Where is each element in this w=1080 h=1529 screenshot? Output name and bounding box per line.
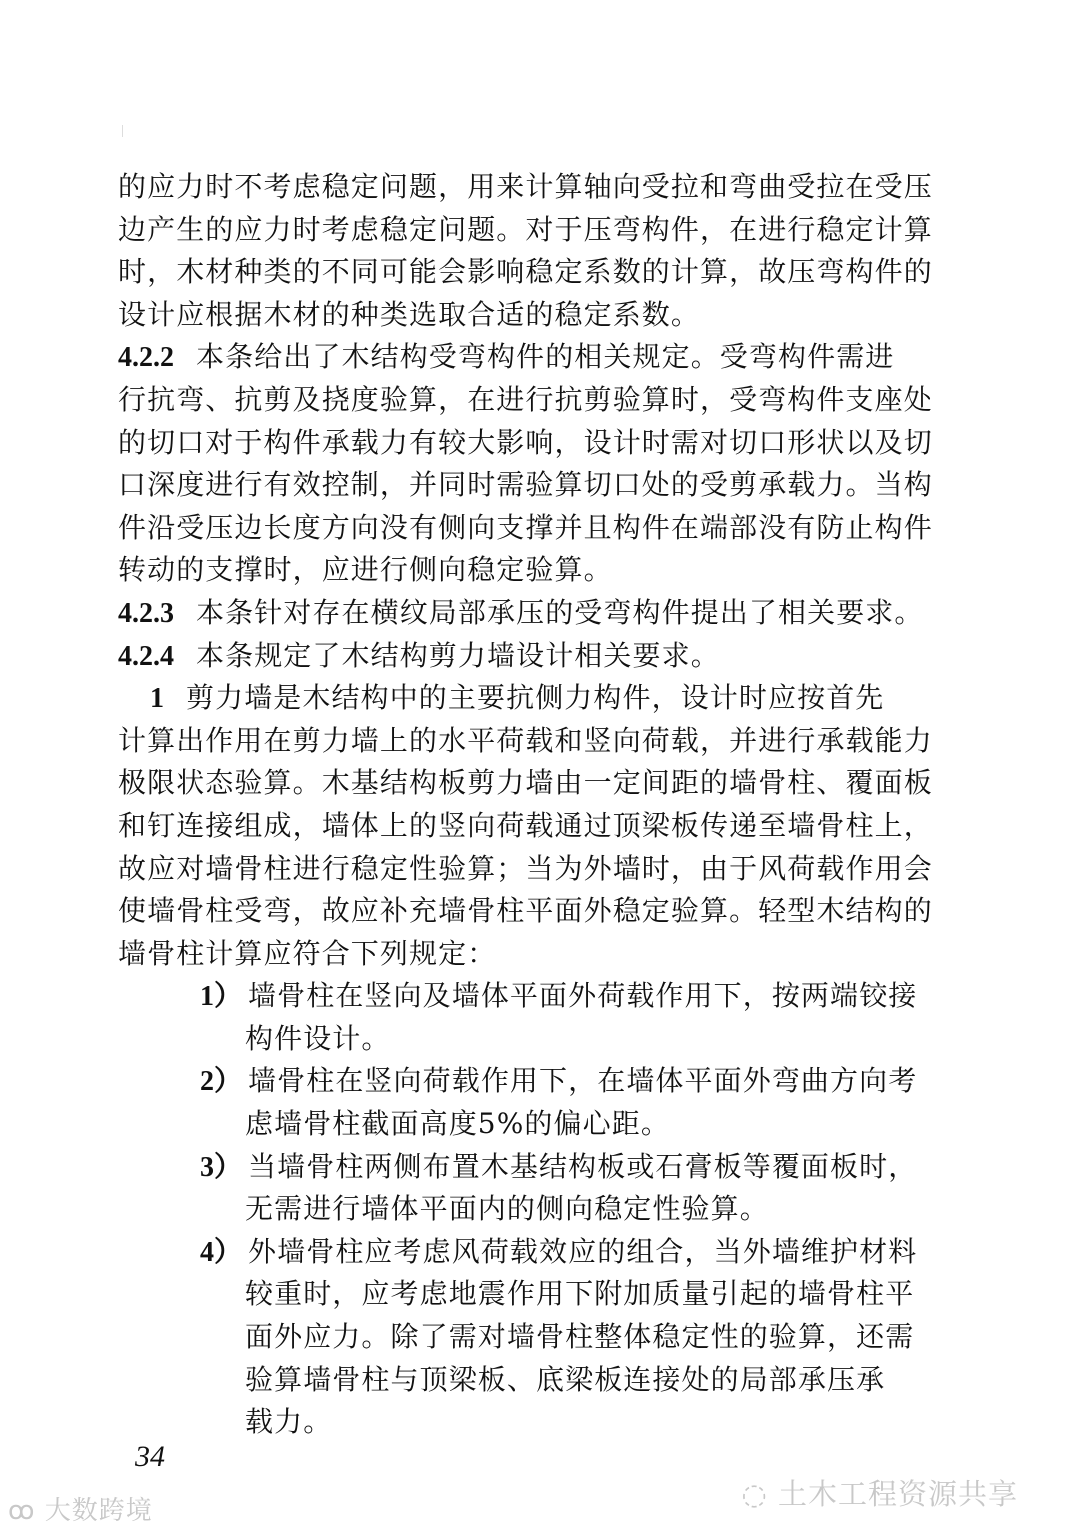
text-line [118, 975, 918, 1018]
line-text: 时，木材种类的不同可能会影响稳定系数的计算，故压弯构件的 [118, 255, 933, 289]
text-line [118, 805, 933, 848]
line-text: 本条规定了木结构剪力墙设计相关要求。 [196, 638, 720, 672]
brand-watermark: ꝏ 大数跨境 [8, 1496, 153, 1526]
line-text: 本条针对存在横纹局部承压的受弯构件提出了相关要求。 [196, 595, 924, 629]
line-text: 转动的支撑时，应进行侧向稳定验算。 [118, 553, 613, 587]
line-text: 验算墙骨柱与顶梁板、底梁板连接处的局部承压承 [245, 1362, 886, 1396]
line-text: 墙骨柱在竖向荷载作用下，在墙体平面外弯曲方向考 [248, 1064, 918, 1098]
text-line [118, 1146, 918, 1189]
text-line [118, 1401, 918, 1444]
line-text: 计算出作用在剪力墙上的水平荷载和竖向荷载，并进行承载能力 [118, 723, 933, 757]
text-line [118, 1273, 918, 1316]
text-line [118, 1359, 918, 1402]
text-line [118, 1231, 918, 1274]
text-line [118, 933, 918, 976]
line-text: 墙骨柱计算应符合下列规定： [118, 936, 497, 970]
line-text: 构件设计。 [245, 1021, 391, 1055]
line-text: 面外应力。除了需对墙骨柱整体稳定性的验算，还需 [245, 1320, 915, 1354]
line-text: 边产生的应力时考虑稳定问题。对于压弯构件，在进行稳定计算 [118, 212, 933, 246]
text-line [118, 336, 918, 379]
text-line [118, 635, 918, 678]
line-text: 虑墙骨柱截面高度5%的偏心距。 [245, 1107, 670, 1141]
text-line [118, 1316, 918, 1359]
text-line [118, 1188, 918, 1231]
clause-number: 4.2.3 [118, 597, 174, 629]
text-line [118, 890, 933, 933]
clause-number: 2） [200, 1066, 243, 1098]
text-line [118, 166, 933, 209]
text-line [118, 464, 933, 507]
wechat-watermark: ◌ 土木工程资源共享 [741, 1477, 1018, 1511]
wechat-icon: ◌ [741, 1477, 778, 1511]
text-line [118, 422, 933, 465]
line-text: 的切口对于构件承载力有较大影响，设计时需对切口形状以及切 [118, 425, 933, 459]
line-text: 口深度进行有效控制，并同时需验算切口处的受剪承载力。当构 [118, 468, 933, 502]
line-text: 墙骨柱在竖向及墙体平面外荷载作用下，按两端铰接 [248, 979, 918, 1013]
line-text: 较重时，应考虑地震作用下附加质量引起的墙骨柱平 [245, 1277, 915, 1311]
text-line [118, 677, 918, 720]
line-text: 使墙骨柱受弯，故应补充墙骨柱平面外稳定验算。轻型木结构的 [118, 894, 933, 928]
clause-number: 4.2.4 [118, 640, 174, 672]
text-line [118, 209, 933, 252]
page-number: 34 [135, 1440, 165, 1473]
text-line [118, 592, 924, 635]
text-line [118, 379, 933, 422]
clause-number: 4） [200, 1236, 243, 1268]
text-line [118, 549, 918, 592]
line-text: 载力。 [245, 1405, 333, 1439]
text-line [118, 1018, 918, 1061]
clause-number: 1） [200, 981, 243, 1013]
text-line [118, 294, 918, 337]
clause-number: 3） [200, 1151, 243, 1183]
text-line [118, 720, 933, 763]
text-line [118, 848, 933, 891]
clause-number: 1 [150, 683, 164, 715]
line-text: 行抗弯、抗剪及挠度验算，在进行抗剪验算时，受弯构件支座处 [118, 382, 933, 416]
line-text: 外墙骨柱应考虑风荷载效应的组合，当外墙维护材料 [248, 1234, 918, 1268]
clause-number: 4.2.2 [118, 342, 174, 374]
scan-mark [122, 125, 123, 137]
line-text: 本条给出了木结构受弯构件的相关规定。受弯构件需进 [196, 340, 895, 374]
text-line [118, 507, 933, 550]
line-text: 故应对墙骨柱进行稳定性验算；当为外墙时，由于风荷载作用会 [118, 851, 933, 885]
text-line [118, 1060, 918, 1103]
text-line [118, 762, 933, 805]
line-text: 的应力时不考虑稳定问题，用来计算轴向受拉和弯曲受拉在受压 [118, 170, 933, 203]
brand-logo-icon: ꝏ [8, 1496, 45, 1526]
document-body [118, 166, 933, 1444]
text-line [118, 251, 933, 294]
line-text: 极限状态验算。木基结构板剪力墙由一定间距的墙骨柱、覆面板 [118, 766, 933, 800]
line-text: 剪力墙是木结构中的主要抗侧力构件，设计时应按首先 [186, 681, 885, 715]
text-line [118, 1103, 918, 1146]
line-text: 无需进行墙体平面内的侧向稳定性验算。 [245, 1192, 769, 1226]
line-text: 件沿受压边长度方向没有侧向支撑并且构件在端部没有防止构件 [118, 510, 933, 544]
line-text: 和钉连接组成，墙体上的竖向荷载通过顶梁板传递至墙骨柱上， [118, 808, 933, 842]
line-text: 设计应根据木材的种类选取合适的稳定系数。 [118, 297, 701, 331]
line-text: 当墙骨柱两侧布置木基结构板或石膏板等覆面板时， [248, 1149, 918, 1183]
